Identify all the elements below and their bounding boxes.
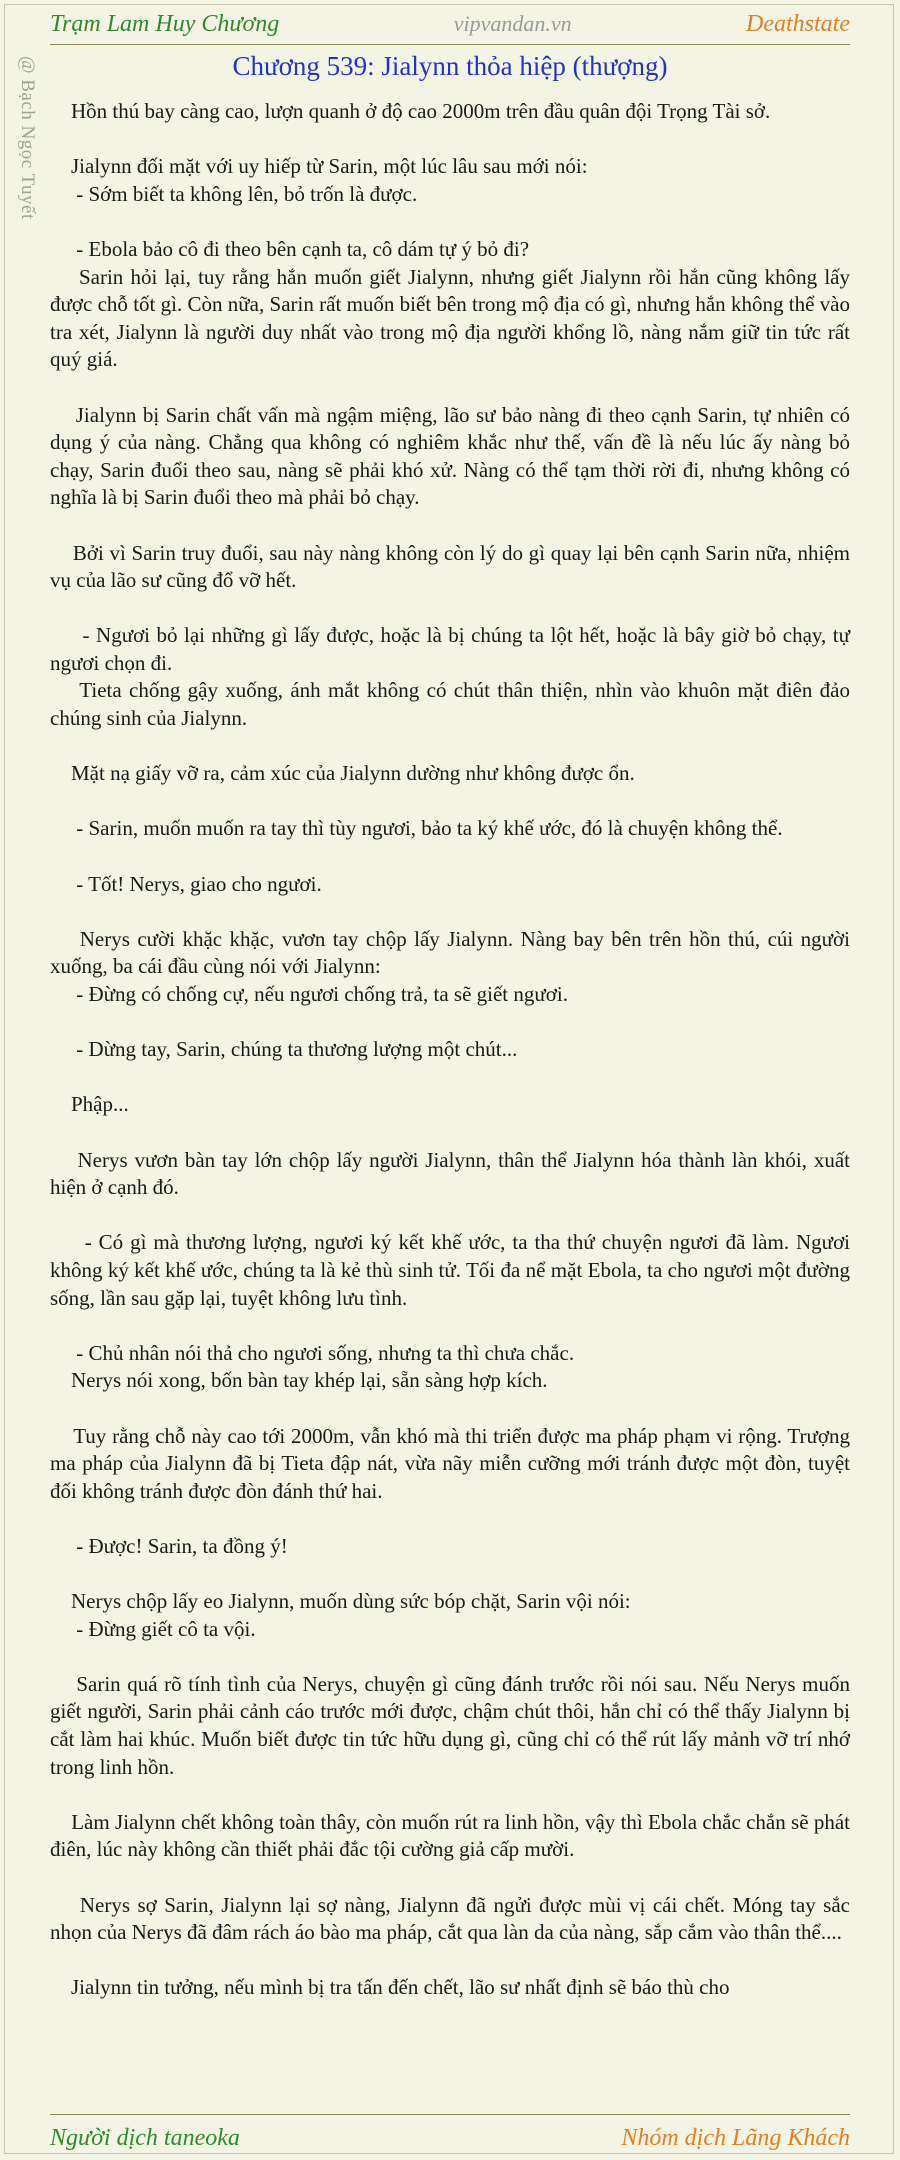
paragraph: Tuy rằng chỗ này cao tới 2000m, vẫn khó mà thi triển được ma pháp phạm vi rộng. Trượng ma pháp của Jialynn đã bị Tieta đập nát, vừa nãy miễn cưỡng mới tránh được một đòn, tuyệt đối không tránh được đòn đánh thứ hai.: [50, 1423, 856, 1503]
paragraph: Bởi vì Sarin truy đuổi, sau này nàng không còn lý do gì quay lại bên cạnh Sarin nữa, nhiệm vụ của lão sư cũng đổ vỡ hết.: [50, 540, 856, 593]
paragraph: Jialynn đối mặt với uy hiếp từ Sarin, một lúc lâu sau mới nói:: [50, 154, 588, 179]
group-credit: Nhóm dịch Lãng Khách: [621, 2124, 850, 2151]
chapter-content: [50, 98, 856, 2002]
page-footer: [50, 2118, 850, 2158]
paragraph: Mặt nạ giấy vỡ ra, cảm xúc của Jialynn dường như không được ổn.: [50, 761, 635, 786]
paragraph: - Đừng giết cô ta vội.: [50, 1616, 256, 1641]
side-watermark: @ Bạch Ngọc Tuyết: [17, 56, 38, 220]
paragraph: - Đừng có chống cự, nếu ngươi chống trả, ta sẽ giết ngươi.: [50, 982, 568, 1006]
paragraph: Nerys nói xong, bốn bàn tay khép lại, sẵn sàng hợp kích.: [50, 1368, 548, 1393]
paragraph: Sarin hỏi lại, tuy rằng hắn muốn giết Jialynn, nhưng giết Jialynn rồi hắn cũng không lấy được chỗ tốt gì. Còn nữa, Sarin rất muốn biết bên trong mộ địa có gì, nhưng hắn không thể vào tra xét, Jialynn là người duy nhất vào trong mộ địa người khổng lồ, nàng nắm giữ tin tức rất quý giá.: [50, 264, 856, 372]
paragraph: - Chủ nhân nói thả cho ngươi sống, nhưng ta thì chưa chắc.: [50, 1340, 575, 1365]
paragraph: - Tốt! Nerys, giao cho ngươi.: [50, 871, 322, 896]
site-name: Trạm Lam Huy Chương: [50, 10, 280, 37]
paragraph: Sarin quá rõ tính tình của Nerys, chuyện gì cũng đánh trước rồi nói sau. Nếu Nerys muốn giết người, Sarin phải cảnh cáo trước mới được, chậm chút thôi, hắn chỉ có thể thấy Jialynn bị cắt làm hai khúc. Muốn biết được tin tức hữu dụng gì, cũng chỉ có thể rút lấy mảnh vỡ trí nhớ trong linh hồn.: [50, 1671, 856, 1779]
translator-credit: Người dịch taneoka: [50, 2124, 240, 2151]
paragraph: - Sarin, muốn muốn ra tay thì tùy ngươi, bảo ta ký khế ước, đó là chuyện không thể.: [50, 816, 783, 841]
paragraph: Nerys cười khặc khặc, vươn tay chộp lấy Jialynn. Nàng bay bên trên hồn thú, cúi người xuống, ba cái đầu cùng nói với Jialynn:: [50, 926, 856, 979]
paragraph: Phập...: [50, 1092, 129, 1117]
site-url[interactable]: vipvandan.vn: [453, 11, 572, 36]
header-divider: [50, 44, 850, 45]
paragraph: Làm Jialynn chết không toàn thây, còn muốn rút ra linh hồn, vậy thì Ebola chắc chắn sẽ phát điên, lúc này không cần thiết phải đắc tội cường giả cấp mười.: [50, 1809, 856, 1862]
paragraph: - Ebola bảo cô đi theo bên cạnh ta, cô dám tự ý bỏ đi?: [50, 236, 530, 261]
page-header: [50, 4, 850, 44]
paragraph: Hồn thú bay càng cao, lượn quanh ở độ cao 2000m trên đầu quân đội Trọng Tài sở.: [50, 99, 771, 123]
paragraph: Nerys sợ Sarin, Jialynn lại sợ nàng, Jialynn đã ngửi được mùi vị cái chết. Móng tay sắc nhọn của Nerys đã đâm rách áo bào ma pháp, cắt qua làn da của nàng, sắp cắm vào thân thể....: [50, 1892, 856, 1945]
paragraph: - Sớm biết ta không lên, bỏ trốn là được.: [50, 181, 418, 206]
paragraph: - Dừng tay, Sarin, chúng ta thương lượng một chút...: [50, 1037, 518, 1062]
paragraph: Nerys vươn bàn tay lớn chộp lấy người Jialynn, thân thể Jialynn hóa thành làn khói, xuất hiện ở cạnh đó.: [50, 1147, 856, 1200]
paragraph: Nerys chộp lấy eo Jialynn, muốn dùng sức bóp chặt, Sarin vội nói:: [50, 1589, 631, 1614]
footer-divider: [50, 2114, 850, 2115]
novel-name: Deathstate: [746, 10, 850, 37]
paragraph: - Có gì mà thương lượng, ngươi ký kết khế ước, ta tha thứ chuyện ngươi đã làm. Ngươi không ký kết khế ước, chúng ta là kẻ thù sinh tử. Tối đa nể mặt Ebola, ta cho ngươi một đường sống, lần sau gặp lại, tuyệt không lưu tình.: [50, 1230, 856, 1310]
paragraph: - Được! Sarin, ta đồng ý!: [50, 1533, 288, 1558]
chapter-title: Chương 539: Jialynn thỏa hiệp (thượng): [232, 51, 668, 81]
paragraph: Jialynn tin tưởng, nếu mình bị tra tấn đến chết, lão sư nhất định sẽ báo thù cho: [50, 1975, 730, 2000]
paragraph: Jialynn bị Sarin chất vấn mà ngậm miệng, lão sư bảo nàng đi theo cạnh Sarin, tự nhiên có dụng ý của nàng. Chẳng qua không có nghiêm khắc như thế, vấn đề là nếu lúc ấy nàng bỏ chạy, Sarin đuổi theo sau, nàng sẽ phải khó xử. Nàng có thể tạm thời rời đi, nhưng không có nghĩa là bị Sarin đuổi theo mà phải bỏ chạy.: [50, 402, 856, 510]
paragraph: Tieta chống gậy xuống, ánh mắt không có chút thân thiện, nhìn vào khuôn mặt điên đảo chúng sinh của Jialynn.: [50, 678, 856, 731]
paragraph: - Ngươi bỏ lại những gì lấy được, hoặc là bị chúng ta lột hết, hoặc là bây giờ bỏ chạy, tự ngươi chọn đi.: [50, 623, 856, 675]
